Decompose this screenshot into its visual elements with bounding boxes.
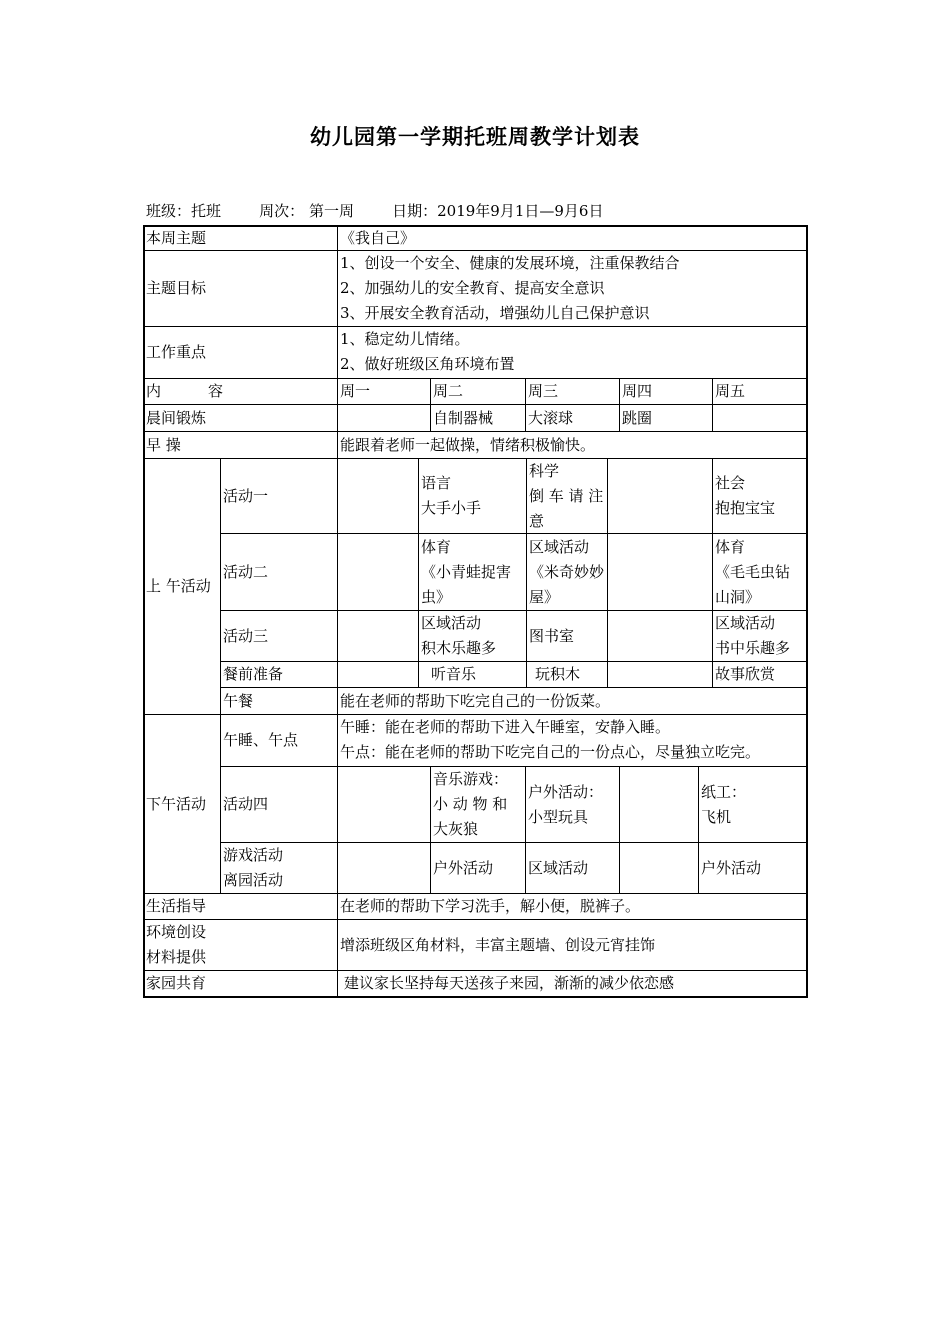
activity3-wed: 图书室 bbox=[529, 626, 575, 645]
focus-item: 2、做好班级区角环境布置 bbox=[340, 355, 515, 373]
date-info: 日期：2019年9月1日—9月6日 bbox=[392, 202, 604, 220]
focus-item: 1、稳定幼儿情绪。 bbox=[340, 330, 470, 348]
activity2-label: 活动二 bbox=[223, 562, 269, 581]
page-title: 幼儿园第一学期托班周教学计划表 bbox=[310, 124, 640, 149]
goals-label: 主题目标 bbox=[146, 279, 207, 297]
goal-item: 3、开展安全教育活动，增强幼儿自己保护意识 bbox=[340, 304, 650, 322]
morning-drill-label: 早 操 bbox=[146, 435, 181, 454]
morning-exercise-wed: 大滚球 bbox=[528, 408, 574, 427]
premeal-tue: 听音乐 bbox=[431, 665, 477, 683]
activity1-fri: 社会 抱抱宝宝 bbox=[715, 474, 776, 517]
activity1-label: 活动一 bbox=[223, 486, 269, 505]
content-header-b: 容 bbox=[207, 382, 223, 400]
theme-value: 《我自己》 bbox=[340, 228, 416, 247]
games-wed: 区域活动 bbox=[528, 858, 589, 877]
day-header-fri: 周五 bbox=[715, 382, 746, 400]
snack-line: 午点：能在老师的帮助下吃完自己的一份点心，尽量独立吃完。 bbox=[340, 743, 761, 761]
focus-label: 工作重点 bbox=[146, 343, 207, 361]
day-header-wed: 周三 bbox=[528, 382, 559, 400]
activity3-fri: 区域活动 书中乐趣多 bbox=[715, 614, 791, 657]
env-label: 环境创设 材料提供 bbox=[146, 923, 207, 966]
goals-list bbox=[338, 251, 806, 326]
week-info: 周次： 第一周 bbox=[259, 202, 354, 220]
morning-drill-value: 能跟着老师一起做操，情绪积极愉快。 bbox=[340, 435, 596, 454]
activity2-tue: 体育 《小青蛙捉害虫》 bbox=[421, 537, 512, 606]
am-activities-label: 上 午活动 bbox=[146, 577, 211, 595]
activity2-wed: 区域活动 《米奇妙妙屋》 bbox=[529, 537, 605, 606]
info-line bbox=[146, 200, 603, 221]
content-header bbox=[144, 379, 337, 404]
morning-exercise-tue: 自制器械 bbox=[433, 408, 494, 427]
pm-activities-label: 下午活动 bbox=[146, 794, 207, 813]
lunch-label: 午餐 bbox=[223, 691, 254, 710]
activity1-tue: 语言 大手小手 bbox=[421, 474, 482, 517]
day-header-mon: 周一 bbox=[340, 382, 371, 400]
games-label: 游戏活动 离园活动 bbox=[223, 846, 284, 889]
content-header-text bbox=[146, 379, 335, 404]
activity4-wed: 户外活动： 小型玩具 bbox=[528, 782, 604, 826]
activity2-fri: 体育 《毛毛虫钻山洞》 bbox=[715, 537, 791, 606]
theme-label: 本周主题 bbox=[146, 228, 207, 247]
activity1-wed: 科学 倒 车 请 注意 bbox=[529, 461, 604, 530]
activity3-label: 活动三 bbox=[223, 626, 269, 645]
games-fri: 户外活动 bbox=[701, 858, 762, 877]
activity4-label: 活动四 bbox=[223, 795, 269, 813]
premeal-wed: 玩积木 bbox=[535, 665, 581, 683]
life-label: 生活指导 bbox=[146, 897, 207, 915]
activity4-tue: 音乐游戏： 小 动 物 和 大灰狼 bbox=[433, 770, 509, 838]
day-header-tue: 周二 bbox=[433, 382, 464, 400]
home-value: 建议家长坚持每天送孩子来园，渐渐的减少依恋感 bbox=[344, 974, 675, 992]
content-header-a: 内 bbox=[146, 382, 162, 400]
day-header-thu: 周四 bbox=[622, 382, 653, 400]
games-tue: 户外活动 bbox=[433, 858, 494, 877]
activity4-fri: 纸工： 飞机 bbox=[701, 782, 747, 826]
home-label: 家园共育 bbox=[146, 974, 207, 992]
nap-value bbox=[338, 715, 806, 766]
focus-list bbox=[338, 327, 806, 378]
premeal-label: 餐前准备 bbox=[223, 665, 284, 683]
nap-label: 午睡、午点 bbox=[223, 731, 299, 749]
goal-item: 2、加强幼儿的安全教育、提高安全意识 bbox=[340, 279, 605, 297]
life-value: 在老师的帮助下学习洗手，解小便，脱裤子。 bbox=[340, 897, 641, 915]
activity3-tue: 区域活动 积木乐趣多 bbox=[421, 614, 497, 657]
lunch-value: 能在老师的帮助下吃完自己的一份饭菜。 bbox=[340, 691, 611, 710]
class-info: 班级：托班 bbox=[146, 202, 222, 220]
goal-item: 1、创设一个安全、健康的发展环境，注重保教结合 bbox=[340, 254, 680, 272]
morning-exercise-mon bbox=[338, 405, 430, 431]
nap-line: 午睡：能在老师的帮助下进入午睡室，安静入睡。 bbox=[340, 718, 671, 736]
morning-exercise-label: 晨间锻炼 bbox=[146, 408, 207, 427]
morning-exercise-fri bbox=[713, 405, 806, 431]
env-value: 增添班级区角材料，丰富主题墙、创设元宵挂饰 bbox=[340, 935, 656, 954]
morning-exercise-thu: 跳圈 bbox=[622, 408, 653, 427]
premeal-fri: 故事欣赏 bbox=[715, 665, 776, 683]
